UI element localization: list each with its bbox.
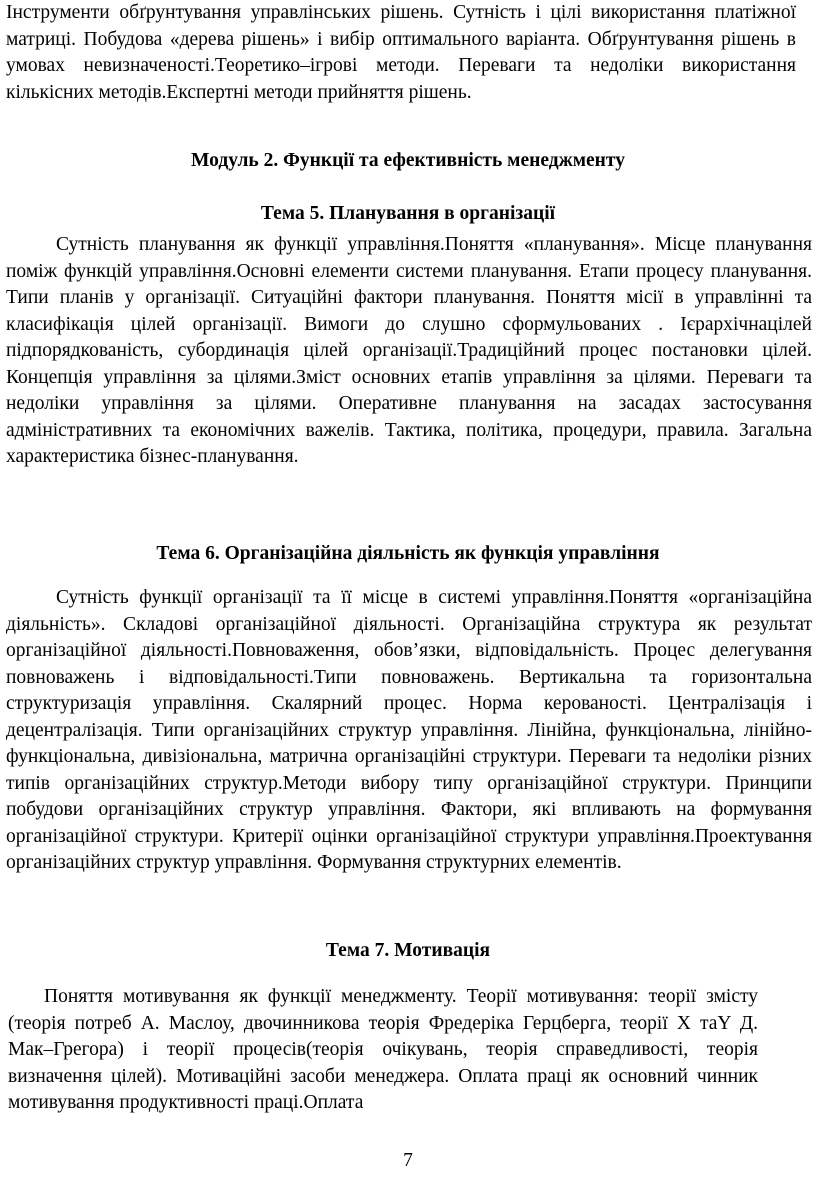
- topic7-heading: Тема 7. Мотивація: [325, 940, 491, 961]
- topic5-paragraph: Сутність планування як функції управління.Поняття «планування». Місце планування поміж функцій управління.Основні елементи системи планування. Етапи процесу планування. Типи планів у організації. Ситуаційні фактори планування. Поняття місії в управлінні та класифікація цілей організації. Вимоги до слушно сформульованих . Ієрархічнацілей підпорядкованість, субординація цілей організації.Традиційний процес постановки цілей. Концепція управління за цілями.Зміст основних етапів управління за цілями. Переваги та недоліки управління за цілями. Оперативне планування на засадах застосування адміністративних та економічних важелів. Тактика, політика, процедури, правила. Загальна характеристика бізнес-планування.: [6, 234, 812, 467]
- topic5-heading: Тема 5. Планування в організації: [260, 203, 556, 224]
- topic6-paragraph: Сутність функції організації та її місце в системі управління.Поняття «організаційна діяльність». Складові організаційної діяльності. Організаційна структура як результат організаційної діяльності.Повноваження, обов’язки, відповідальність. Процес делегування повноважень і відповідальності.Типи повноважень. Вертикальна та горизонтальна структуризація управління. Скалярний процес. Норма керованості. Централізація і децентралізація. Типи організаційних структур управління. Лінійна, функціональна, лінійно-функціональна, дивізіональна, матрична організаційні структури. Переваги та недоліки різних типів організаційних структур.Методи вибору типу організаційної структури. Принципи побудови організаційних структур управління. Фактори, які впливають на формування організаційної структури. Критерії оцінки організаційної структури управління.Проектування організаційних структур управління. Формування структурних елементів.: [6, 587, 812, 873]
- module-heading: Модуль 2. Функції та ефективність менеджменту: [191, 150, 625, 171]
- topic7-paragraph: Поняття мотивування як функції менеджменту. Теорії мотивування: теорії змісту (теорія потреб А. Маслоу, двочинникова теорія Фредеріка Герцберга, теорії X таY Д. Мак–Грегора) і теорії процесів(теорія очікувань, теорія справедливості, теорія визначення цілей). Мотиваційні засоби менеджера. Оплата праці як основний чинник мотивування продуктивності праці.Оплата: [8, 986, 758, 1113]
- topic6-heading: Тема 6. Організаційна діяльність як функція управління: [156, 543, 660, 564]
- intro-paragraph: Інструменти обґрунтування управлінських рішень. Сутність і цілі використання платіжної матриці. Побудова «дерева рішень» і вибір оптимального варіанта. Обґрунтування рішень в умовах невизначеності.Теоретико–ігрові методи. Переваги та недоліки використання кількісних методів.Експертні методи прийняття рішень.: [6, 2, 796, 103]
- page-number: 7: [403, 1150, 413, 1171]
